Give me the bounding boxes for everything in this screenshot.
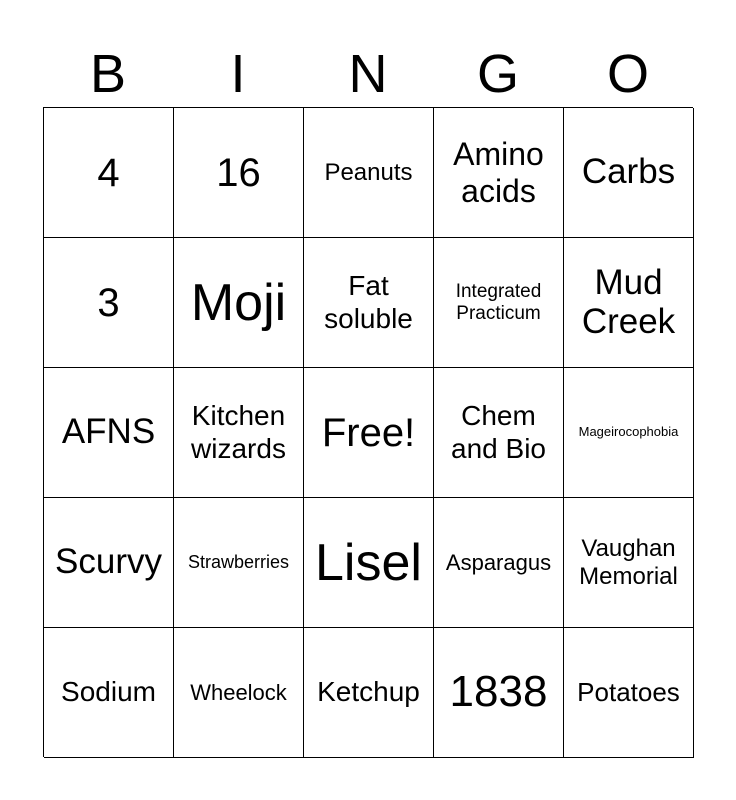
cell-text: Integrated Practicum bbox=[455, 280, 542, 324]
cell-text: Mageirocophobia bbox=[578, 424, 679, 440]
header-letter-g: G bbox=[476, 44, 519, 104]
header-letter-o: O bbox=[606, 44, 649, 104]
cell-text: Fat soluble bbox=[324, 270, 413, 334]
bingo-cell[interactable] bbox=[44, 368, 174, 498]
cell-text: Potatoes bbox=[577, 676, 680, 707]
cell-text: Peanuts bbox=[324, 158, 413, 186]
cell-text: Amino acids bbox=[453, 135, 544, 209]
bingo-cell free-space[interactable] bbox=[304, 368, 434, 498]
bingo-cell[interactable] bbox=[564, 238, 694, 368]
bingo-board bbox=[43, 107, 693, 757]
bingo-cell[interactable] bbox=[564, 628, 694, 758]
cell-text: Wheelock bbox=[190, 679, 287, 705]
bingo-cell[interactable] bbox=[304, 628, 434, 758]
bingo-cell[interactable] bbox=[434, 498, 564, 628]
cell-text: Ketchup bbox=[317, 676, 420, 708]
bingo-cell[interactable] bbox=[434, 238, 564, 368]
bingo-cell[interactable] bbox=[44, 108, 174, 238]
bingo-cell[interactable] bbox=[44, 238, 174, 368]
bingo-cell[interactable] bbox=[564, 368, 694, 498]
cell-text: Vaughan Memorial bbox=[579, 534, 678, 590]
bingo-cell[interactable] bbox=[44, 498, 174, 628]
cell-text: 3 bbox=[97, 280, 120, 325]
header-letter-n: N bbox=[348, 44, 388, 104]
bingo-cell[interactable] bbox=[564, 498, 694, 628]
bingo-cell[interactable] bbox=[434, 628, 564, 758]
bingo-cell[interactable] bbox=[174, 238, 304, 368]
cell-text: Moji bbox=[190, 273, 287, 332]
bingo-cell[interactable] bbox=[174, 368, 304, 498]
header-letter-i: I bbox=[230, 44, 246, 104]
cell-text: AFNS bbox=[61, 412, 156, 452]
bingo-cell[interactable] bbox=[174, 628, 304, 758]
cell-text: 4 bbox=[97, 150, 120, 195]
bingo-header bbox=[43, 42, 693, 106]
bingo-cell[interactable] bbox=[564, 108, 694, 238]
bingo-cell[interactable] bbox=[304, 498, 434, 628]
cell-text: Sodium bbox=[61, 676, 156, 708]
bingo-cell[interactable] bbox=[304, 238, 434, 368]
cell-text: Lisel bbox=[315, 533, 422, 592]
bingo-cell[interactable] bbox=[44, 628, 174, 758]
header-letter-b: B bbox=[89, 44, 127, 104]
cell-text: Scurvy bbox=[55, 542, 162, 582]
bingo-cell[interactable] bbox=[304, 108, 434, 238]
cell-text: Strawberries bbox=[187, 552, 290, 573]
cell-text: Chem and Bio bbox=[451, 400, 546, 464]
cell-text: Asparagus bbox=[445, 549, 552, 575]
free-space-label: Free! bbox=[321, 410, 416, 455]
bingo-cell[interactable] bbox=[174, 498, 304, 628]
bingo-cell[interactable] bbox=[174, 108, 304, 238]
cell-text: 1838 bbox=[449, 667, 548, 717]
cell-text: Kitchen wizards bbox=[191, 400, 286, 464]
bingo-cell[interactable] bbox=[434, 368, 564, 498]
cell-text: Mud Creek bbox=[581, 263, 676, 341]
cell-text: 16 bbox=[216, 150, 261, 195]
cell-text: Carbs bbox=[581, 152, 676, 192]
bingo-cell[interactable] bbox=[434, 108, 564, 238]
